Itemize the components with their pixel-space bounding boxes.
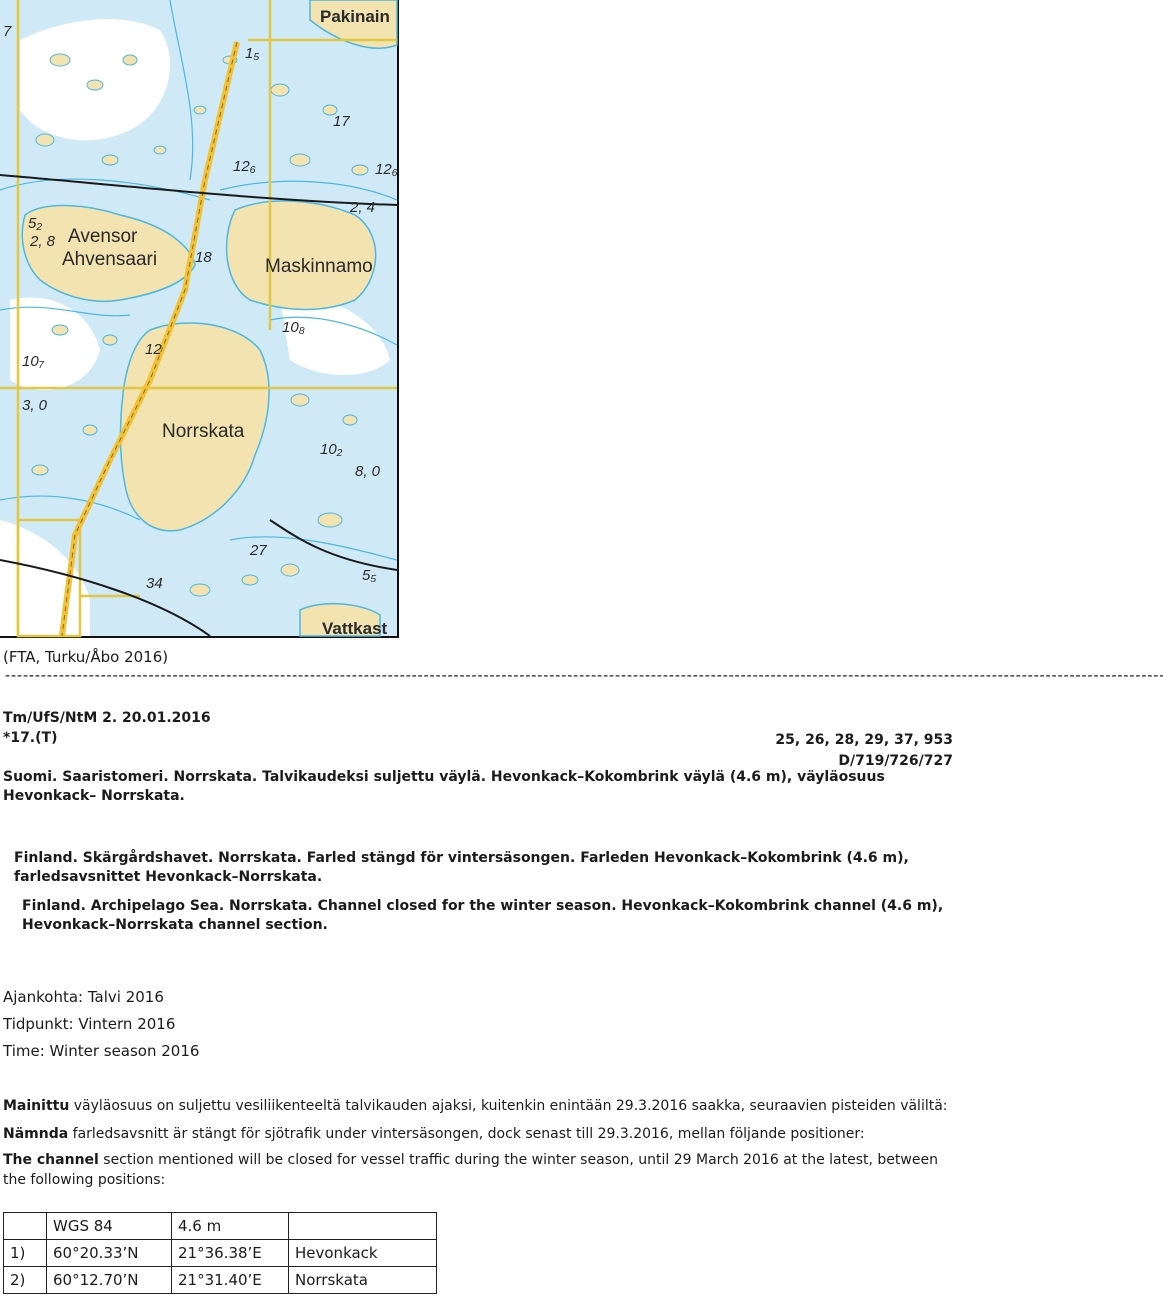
description-finnish: [3, 1096, 960, 1116]
table-cell-place: Hevonkack: [289, 1240, 437, 1267]
notice-number: *17.(T): [3, 730, 58, 746]
table-cell-depth: 4.6 m: [172, 1213, 289, 1240]
description-english: [3, 1150, 960, 1190]
notice-reference: Tm/UfS/NtM 2. 20.01.2016: [3, 710, 211, 726]
depth-label: 2, 8: [30, 233, 56, 250]
depth-label: 2, 4: [350, 199, 376, 216]
table-cell-datum: WGS 84: [47, 1213, 172, 1240]
separator-line: --------------------------------------------------------------------------------------------------------------------------------------------------------------------------------------------------: [3, 666, 1163, 684]
chart-numbers: 25, 26, 28, 29, 37, 953: [775, 732, 953, 748]
depth-label: 10₇: [22, 353, 44, 370]
table-row: [4, 1240, 437, 1267]
table-cell-number: 2): [4, 1267, 47, 1294]
table-row: [4, 1267, 437, 1294]
time-finnish: Ajankohta: Talvi 2016: [3, 988, 164, 1006]
label-pakinainen: Pakinain: [320, 7, 390, 26]
time-swedish: Tidpunkt: Vintern 2016: [3, 1015, 176, 1033]
chart-map: [0, 0, 397, 636]
map-caption: (FTA, Turku/Åbo 2016): [3, 648, 169, 666]
table-cell-latitude: 60°12.70’N: [47, 1267, 172, 1294]
label-norrskata: Norrskata: [162, 421, 245, 442]
description-lead: Mainittu: [3, 1098, 70, 1114]
depth-label: 27: [250, 542, 267, 559]
label-maskinnamo: Maskinnamo: [265, 256, 373, 277]
time-english: Time: Winter season 2016: [3, 1042, 200, 1060]
depth-label: 1₅: [245, 45, 260, 62]
positions-table: [3, 1212, 437, 1294]
description-text: farledsavsnitt är stängt för sjötrafik under vintersäsongen, dock senast till 29.3.2016, mellan följande positioner:: [68, 1126, 865, 1142]
depth-label: 12₆: [233, 158, 256, 175]
description-lead: The channel: [3, 1152, 99, 1168]
description-text: väyläosuus on suljettu vesiliikenteeltä talvikauden ajaksi, kuitenkin enintään 29.3.2016 saakka, seuraavien pisteiden väliltä:: [69, 1098, 948, 1114]
depth-label: 10₂: [320, 441, 343, 458]
description-text: section mentioned will be closed for vessel traffic during the winter season, until 29 March 2016 at the latest, between the following positions:: [3, 1152, 938, 1188]
table-cell-number: 1): [4, 1240, 47, 1267]
table-cell-place: Norrskata: [289, 1267, 437, 1294]
depth-label: 34: [146, 575, 163, 592]
label-avensor: Avensor: [68, 226, 138, 247]
depth-label: 8, 0: [355, 463, 381, 480]
time-block: [3, 984, 199, 1065]
title-swedish: Finland. Skärgårdshavet. Norrskata. Farled stängd för vintersäsongen. Farleden Hevonkack–Kokombrink (4.6 m), farledsavsnittet Hevonkack–Norrskata.: [14, 850, 909, 885]
table-cell: [289, 1213, 437, 1240]
depth-label: 12₆: [375, 161, 398, 178]
depth-label: 7: [3, 23, 12, 40]
depth-label: 5₅: [362, 567, 377, 584]
title-english: Finland. Archipelago Sea. Norrskata. Channel closed for the winter season. Hevonkack–Kokombrink channel (4.6 m), Hevonkack–Norrskata channel section.: [22, 898, 944, 933]
table-cell-longitude: 21°31.40’E: [172, 1267, 289, 1294]
label-ahvensaari: Ahvensaari: [62, 249, 158, 270]
label-vattkast: Vattkast: [322, 619, 388, 638]
description-lead: Nämnda: [3, 1126, 69, 1142]
depth-label: 17: [333, 113, 350, 130]
depth-label: 3, 0: [22, 397, 48, 414]
depth-label: 18: [195, 249, 212, 266]
description-swedish: [3, 1124, 960, 1144]
depth-label: 12: [145, 341, 162, 358]
table-header-row: [4, 1213, 437, 1240]
title-finnish: Suomi. Saaristomeri. Norrskata. Talvikaudeksi suljettu väylä. Hevonkack–Kokombrink väylä (4.6 m), väyläosuus Hevonkack– Norrskata.: [3, 769, 885, 804]
nautical-chart-excerpt: [0, 0, 399, 638]
depth-label: 10₈: [282, 319, 305, 336]
table-cell-latitude: 60°20.33’N: [47, 1240, 172, 1267]
affected-charts: [775, 730, 953, 772]
chart-series: D/719/726/727: [838, 753, 953, 769]
table-cell-longitude: 21°36.38’E: [172, 1240, 289, 1267]
depth-label: 5₂: [28, 215, 43, 232]
table-cell: [4, 1213, 47, 1240]
